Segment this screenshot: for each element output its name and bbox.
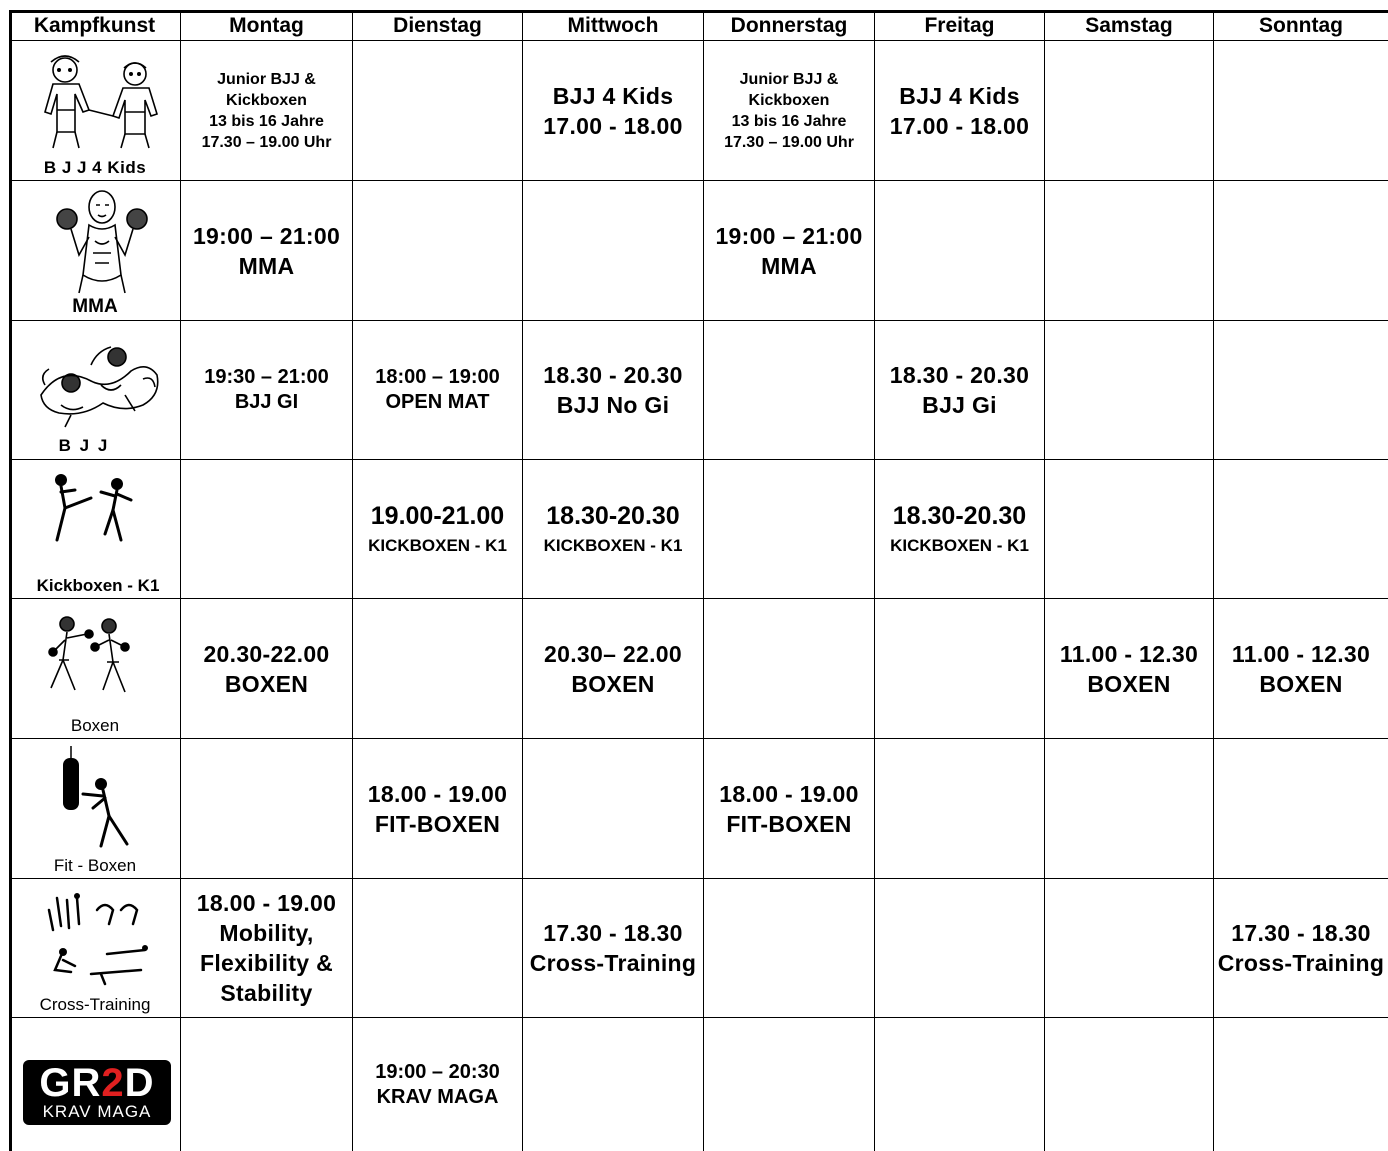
- cell-mma-montag: [181, 181, 352, 320]
- cell-line: 17.00 - 18.00: [889, 112, 1030, 139]
- cell-line: FIT-BOXEN: [374, 810, 501, 837]
- cell-line: Kickboxen: [748, 91, 830, 109]
- cell-line: KRAV MAGA: [376, 1085, 499, 1108]
- cell-line: Flexibility &: [200, 950, 333, 976]
- cell-line: 18.00 - 19.00: [367, 780, 508, 807]
- cell-line: BOXEN: [1259, 670, 1343, 697]
- cell-krav-dienstag: [353, 1018, 522, 1151]
- cell-line: 17.30 – 19.00 Uhr: [201, 133, 332, 151]
- header-day-dienstag: Dienstag: [393, 14, 482, 37]
- cell-cross-mittwoch: [523, 879, 703, 1017]
- cell-line: 19:00 – 21:00: [192, 222, 341, 249]
- cell-line: BOXEN: [224, 670, 309, 697]
- cell-line: KICKBOXEN - K1: [368, 536, 507, 555]
- cell-line: Cross-Training: [529, 950, 697, 976]
- header-day-montag: Montag: [229, 14, 304, 37]
- cell-line: 19.00-21.00: [370, 502, 505, 530]
- cell-kids-montag: [181, 41, 352, 180]
- cell-line: 20.30– 22.00: [544, 640, 682, 667]
- cell-line: 18:00 – 19:00: [375, 366, 500, 388]
- logo-main-text: GR2D: [39, 1061, 155, 1105]
- cell-line: 18.30 - 20.30: [543, 362, 683, 388]
- cell-cross-sonntag: [1214, 879, 1388, 1017]
- cell-line: 11.00 - 12.30: [1059, 640, 1199, 667]
- cell-line: 18.00 - 19.00: [196, 890, 337, 916]
- cell-line: 20.30-22.00: [203, 640, 330, 667]
- header-day-sonntag: Sonntag: [1259, 14, 1343, 37]
- cell-line: BJJ GI: [234, 391, 299, 413]
- kids-bjj-illustration: [27, 52, 167, 152]
- cell-line: MMA: [761, 252, 817, 279]
- cell-kick-freitag: [875, 460, 1044, 598]
- cell-boxen-sonntag: [1214, 599, 1388, 738]
- cell-line: BJJ 4 Kids: [899, 82, 1020, 109]
- col-divider: [1044, 10, 1045, 1151]
- cell-boxen-samstag: [1045, 599, 1213, 738]
- cell-line: 17.30 - 18.30: [543, 920, 683, 946]
- cell-bjj-freitag: [875, 321, 1044, 459]
- cell-kids-mittwoch: [523, 41, 703, 180]
- cell-kick-mittwoch: [523, 460, 703, 598]
- mma-fighter-illustration: [49, 185, 155, 295]
- cell-line: 17.00 - 18.00: [543, 112, 683, 139]
- row-divider: [9, 738, 1388, 739]
- cell-line: 19:30 – 21:00: [204, 366, 329, 388]
- cell-line: 18.00 - 19.00: [719, 780, 859, 807]
- kickboxing-silhouette: [47, 470, 137, 545]
- punching-bag-silhouette: [57, 746, 137, 852]
- cell-line: Cross-Training: [1217, 950, 1385, 976]
- row-label-kickboxen: Kickboxen - K1: [36, 576, 160, 595]
- cell-line: BJJ 4 Kids: [552, 82, 674, 109]
- header-day-donnerstag: Donnerstag: [730, 14, 848, 37]
- cell-fit-donnerstag: [704, 739, 874, 878]
- cell-line: BOXEN: [1087, 670, 1171, 697]
- boxing-illustration: [39, 610, 135, 700]
- row-label-fit-boxen: Fit - Boxen: [53, 856, 137, 875]
- cell-line: 17.30 - 18.30: [1231, 920, 1371, 946]
- row-label-bjj: B J J: [58, 436, 110, 455]
- cell-line: 18.30-20.30: [892, 502, 1027, 530]
- cell-boxen-mittwoch: [523, 599, 703, 738]
- cell-line: KICKBOXEN - K1: [543, 536, 683, 555]
- cell-line: FIT-BOXEN: [726, 810, 852, 837]
- cell-bjj-mittwoch: [523, 321, 703, 459]
- cell-line: Mobility,: [219, 920, 314, 946]
- cell-line: KICKBOXEN - K1: [890, 536, 1029, 555]
- row-label-boxen: Boxen: [70, 716, 120, 735]
- header-day-freitag: Freitag: [924, 14, 995, 37]
- cell-line: MMA: [238, 252, 295, 279]
- cell-line: Stability: [220, 980, 313, 1006]
- table-border-left: [9, 10, 12, 1151]
- cell-kids-freitag: [875, 41, 1044, 180]
- cell-line: BJJ No Gi: [556, 392, 670, 418]
- cell-bjj-dienstag: [353, 321, 522, 459]
- cross-training-silhouettes: [41, 890, 153, 990]
- cell-line: 13 bis 16 Jahre: [731, 112, 847, 130]
- row-label-kids: B J J 4 Kids: [43, 158, 147, 177]
- header-day-mittwoch: Mittwoch: [567, 14, 659, 37]
- row-label-cross-training: Cross-Training: [39, 995, 151, 1014]
- cell-line: 13 bis 16 Jahre: [209, 112, 324, 130]
- cell-kick-dienstag: [353, 460, 522, 598]
- cell-line: 19:00 – 21:00: [715, 222, 863, 249]
- cell-line: OPEN MAT: [385, 391, 490, 413]
- header-kampfkunst: Kampfkunst: [33, 14, 156, 37]
- cell-line: 17.30 – 19.00 Uhr: [724, 133, 854, 151]
- cell-boxen-montag: [181, 599, 352, 738]
- gr2d-krav-maga-logo: [23, 1060, 171, 1125]
- schedule-table: [9, 10, 1388, 1151]
- header-day-samstag: Samstag: [1085, 14, 1173, 37]
- cell-line: Junior BJJ &: [217, 70, 316, 88]
- cell-mma-donnerstag: [704, 181, 874, 320]
- bjj-grappling-illustration: [31, 335, 161, 430]
- cell-fit-dienstag: [353, 739, 522, 878]
- cell-line: 19:00 – 20:30: [375, 1060, 500, 1083]
- cell-line: Junior BJJ &: [739, 70, 839, 88]
- cell-line: 18.30 - 20.30: [889, 362, 1030, 388]
- row-divider: [9, 1017, 1388, 1018]
- cell-kids-donnerstag: [704, 41, 874, 180]
- cell-line: Kickboxen: [226, 91, 307, 109]
- logo-sub-text: KRAV MAGA: [42, 1102, 152, 1121]
- cell-cross-montag: [181, 879, 352, 1017]
- cell-line: 18.30-20.30: [546, 502, 680, 530]
- cell-line: BJJ Gi: [922, 392, 997, 418]
- cell-bjj-montag: [181, 321, 352, 459]
- row-label-mma: MMA: [72, 296, 118, 317]
- cell-line: 11.00 - 12.30: [1231, 640, 1371, 667]
- cell-line: BOXEN: [571, 670, 655, 697]
